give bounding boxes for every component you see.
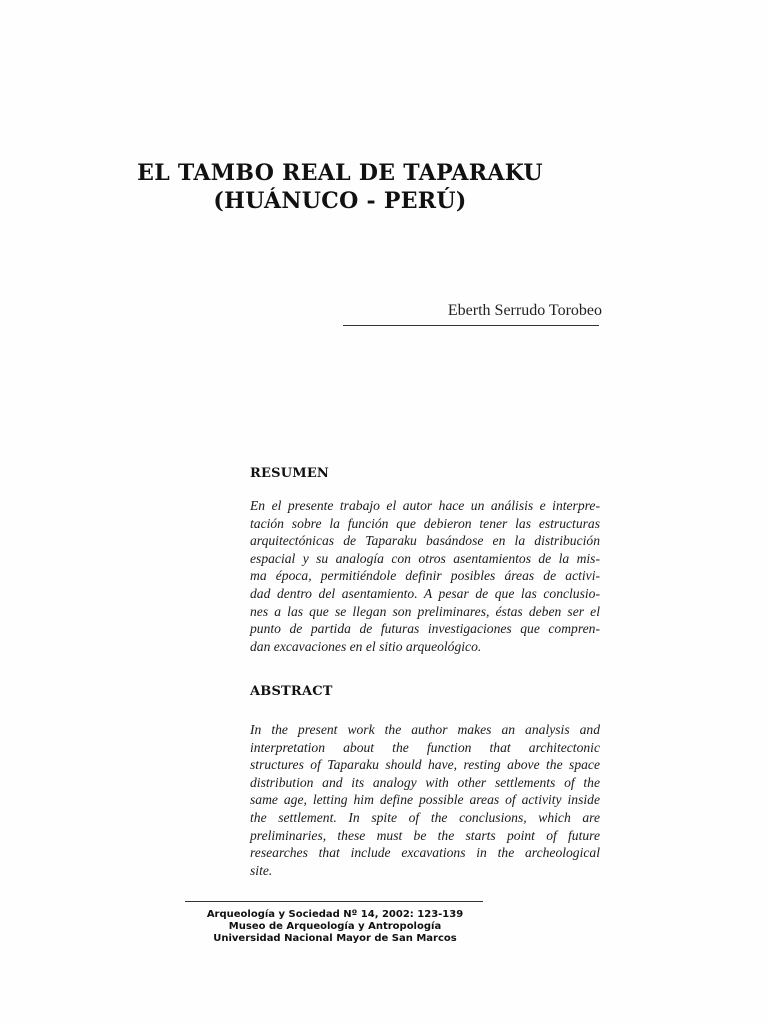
abstract-line: In the present work the author makes an analysis and — [250, 722, 600, 737]
resumen-line: espacial y su analogía con otros asentamientos de la mis- — [250, 550, 600, 566]
author-underline — [343, 325, 599, 326]
resumen-line: dad dentro del asentamiento. A pesar de que las conclusio- — [250, 585, 600, 601]
resumen-paragraph — [250, 497, 600, 655]
resumen-line: ma época, permitiéndole definir posibles áreas de activi- — [250, 568, 600, 584]
resumen-line: tación sobre la función que debieron tener las estructuras — [250, 515, 600, 531]
abstract-paragraph — [250, 721, 600, 879]
abstract-line: interpretation about the function that architectonic — [250, 739, 600, 755]
abstract-line: the settlement. In spite of the conclusions, which are — [250, 809, 600, 825]
abstract-line: researches that include excavations in the archeological — [250, 845, 600, 861]
footer-university: Universidad Nacional Mayor de San Marcos — [213, 933, 457, 944]
abstract-line: same age, letting him define possible areas of activity inside — [250, 792, 600, 808]
footer-museum: Museo de Arqueología y Antropología — [228, 921, 442, 932]
resumen-line: dan excavaciones en el sitio arqueológico. — [250, 638, 482, 654]
abstract-line: preliminaries, these must be the starts point of future — [250, 827, 600, 843]
abstract-heading: ABSTRACT — [250, 684, 333, 699]
abstract-line: distribution and its analogy with other settlements of the — [250, 774, 600, 790]
author-name: Eberth Serrudo Torobeo — [447, 302, 602, 319]
resumen-line: punto de partida de futuras investigaciones que compren- — [250, 621, 600, 637]
article-title-line-2: (HUÁNUCO - PERÚ) — [213, 188, 467, 214]
abstract-line: site. — [250, 862, 273, 878]
resumen-line: arquitectónicas de Taparaku basándose en la distribución — [250, 533, 600, 549]
resumen-line: En el presente trabajo el autor hace un análisis e interpre- — [250, 498, 600, 513]
abstract-line: structures of Taparaku should have, resting above the space — [250, 757, 600, 773]
footer-rule — [185, 901, 483, 902]
resumen-heading: RESUMEN — [250, 466, 330, 481]
article-title-line-1: EL TAMBO REAL DE TAPARAKU — [137, 160, 543, 186]
resumen-line: nes a las que se llegan son preliminares, éstas deben ser el — [250, 603, 600, 619]
footer-citation: Arqueología y Sociedad Nº 14, 2002: 123-139 — [206, 909, 464, 920]
